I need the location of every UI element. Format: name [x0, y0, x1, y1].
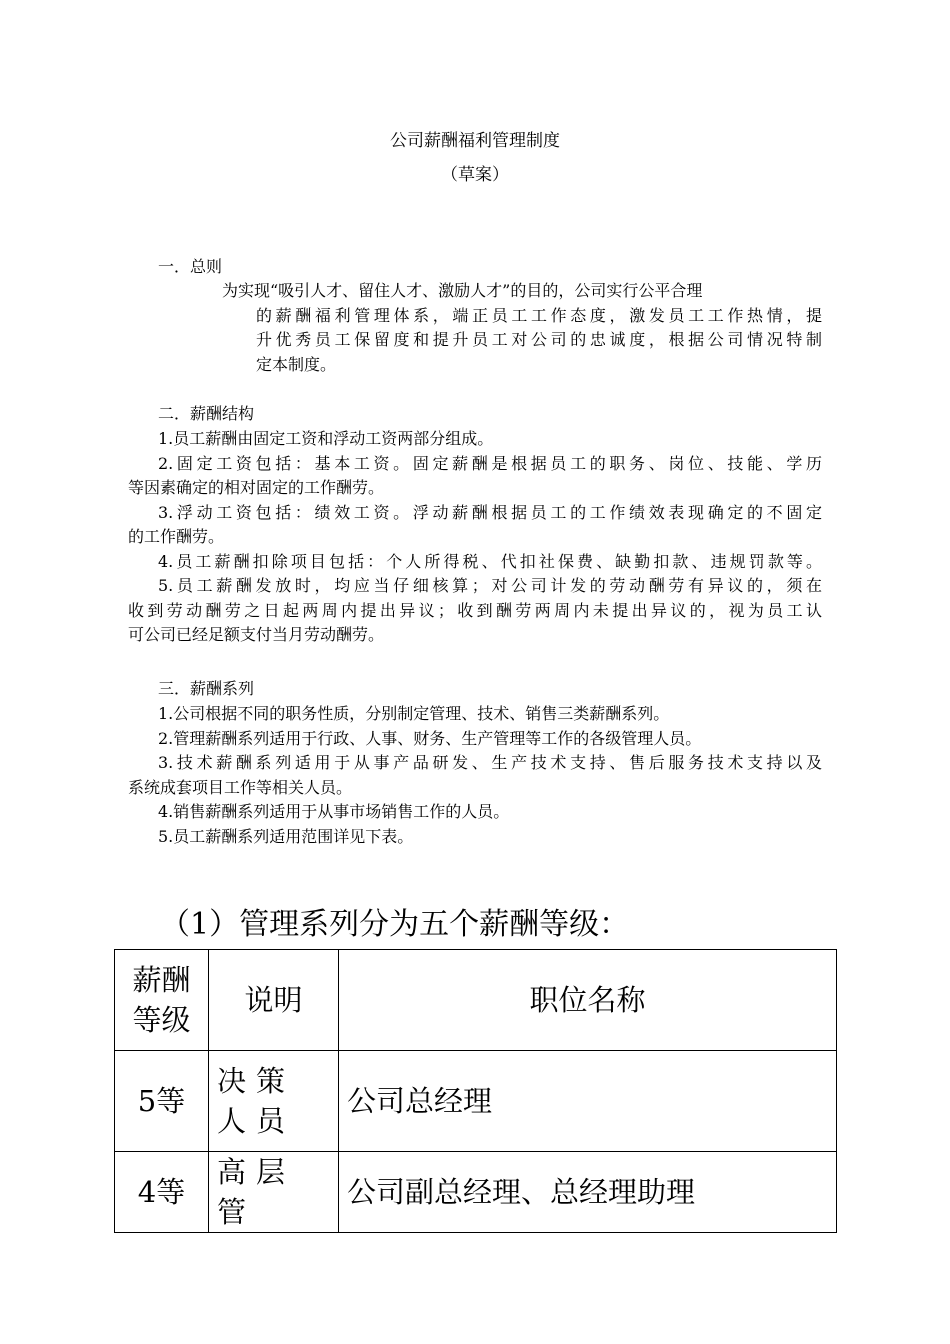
section-2-line: 2.固定工资包括：基本工资。固定薪酬是根据员工的职务、岗位、技能、学历 — [158, 453, 822, 473]
document-subtitle: （草案） — [441, 165, 509, 185]
salary-grade-table — [114, 949, 837, 1233]
section-3-line: 2.管理薪酬系列适用于行政、人事、财务、生产管理等工作的各级管理人员。 — [158, 728, 702, 748]
section-1-line: 定本制度。 — [256, 354, 337, 374]
section-2-line: 的工作酬劳。 — [128, 527, 225, 546]
grade-cell: 4等 — [115, 1152, 209, 1233]
table-header-row — [115, 950, 837, 1051]
section-3-line: 3.技术薪酬系列适用于从事产品研发、生产技术支持、售后服务技术支持以及 — [158, 753, 822, 772]
section-2-line: 4.员工薪酬扣除项目包括：个人所得税、代扣社保费、缺勤扣款、违规罚款等。 — [158, 551, 822, 571]
section-3-line: 5.员工薪酬系列适用范围详见下表。 — [158, 826, 414, 846]
section-2-line: 等因素确定的相对固定的工作酬劳。 — [128, 478, 385, 497]
column-header-position: 职位名称 — [339, 950, 837, 1051]
section-3-line: 1.公司根据不同的职务性质，分别制定管理、技术、销售三类薪酬系列。 — [158, 704, 670, 723]
table-row — [115, 1051, 837, 1152]
section-3-heading: 三．薪酬系列 — [158, 679, 255, 698]
document-title: 公司薪酬福利管理制度 — [390, 131, 560, 151]
management-series-heading: （1）管理系列分为五个薪酬等级： — [160, 907, 630, 942]
grade-cell: 5等 — [115, 1051, 209, 1152]
description-cell: 高层管 — [209, 1152, 339, 1233]
section-3-line: 4.销售薪酬系列适用于从事市场销售工作的人员。 — [158, 802, 510, 821]
section-1-heading: 一．总则 — [158, 257, 223, 276]
column-header-grade: 薪酬等级 — [115, 950, 209, 1051]
section-2-line: 1.员工薪酬由固定工资和浮动工资两部分组成。 — [158, 429, 494, 448]
section-1-line: 为实现“吸引人才、留住人才、激励人才”的目的，公司实行公平合理 — [222, 281, 703, 300]
section-2-line: 可公司已经足额支付当月劳动酬劳。 — [128, 625, 385, 644]
table-row — [115, 1152, 837, 1233]
section-3-line: 系统成套项目工作等相关人员。 — [128, 777, 353, 797]
positions-cell: 公司总经理 — [339, 1051, 837, 1152]
section-2-line: 收到劳动酬劳之日起两周内提出异议；收到酬劳两周内未提出异议的，视为员工认 — [128, 600, 822, 620]
column-header-description: 说明 — [209, 950, 339, 1051]
section-1-line: 升优秀员工保留度和提升员工对公司的忠诚度，根据公司情况特制 — [256, 330, 822, 349]
positions-cell: 公司副总经理、总经理助理 — [339, 1152, 837, 1233]
section-1-line: 的薪酬福利管理体系，端正员工工作态度，激发员工工作热情，提 — [256, 305, 822, 325]
section-2-heading: 二．薪酬结构 — [158, 404, 255, 423]
description-cell: 决策人员 — [209, 1051, 339, 1152]
section-2-line: 3.浮动工资包括：绩效工资。浮动薪酬根据员工的工作绩效表现确定的不固定 — [158, 502, 822, 522]
section-2-line: 5.员工薪酬发放时，均应当仔细核算；对公司计发的劳动酬劳有异议的，须在 — [158, 576, 822, 595]
